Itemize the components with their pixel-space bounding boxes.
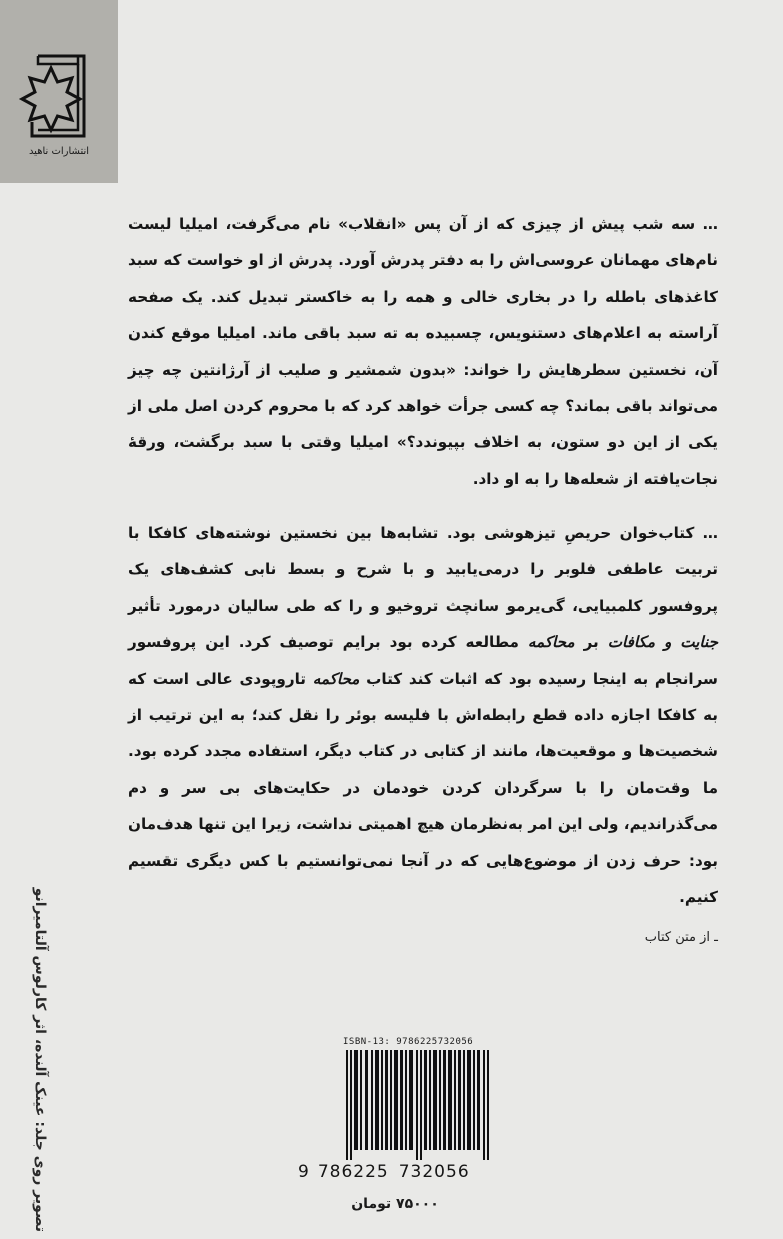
book-star-icon [14, 52, 88, 142]
barcode-digit-lead: 9 [298, 1162, 310, 1182]
barcode-digit-group-2: 732056 [398, 1162, 470, 1182]
blurb-text-2 [128, 515, 718, 915]
blurb-text-2-part-3: مطالعه کرده بود برایم توصیف کرد. این پروفسور سرانجام به اینجا رسیده بود که اثبات کند کتاب [128, 633, 718, 688]
publisher-logo-box [0, 0, 118, 183]
book-title-crime-and-punishment: جنایت و مکافات [607, 633, 718, 652]
blurb-paragraph-1 [128, 206, 718, 497]
blurb-text-2-part-2: بر [574, 633, 608, 652]
barcode-bars-icon [346, 1050, 496, 1160]
source-attribution: ـ از متن کتاب [644, 930, 718, 945]
blurb-text-2-part-4: تاروپودی عالی است که به کافکا اجازه داده قطع رابطه‌اش با فلیسه بوئر را نقل کند؛ به این ترتیب از شخصیت‌ها و موقعیت‌ها، مانند از کتابی در کتاب دیگر، استفاده مجدد کرده بود. ما وقت‌مان را با سرگردان کردن خودمان در حکایت‌های بی سر و دم می‌گذراندیم، ولی این امر به‌نظرمان هیچ اهمیتی نداشت، زیرا این تنها هدف‌مان بود: حرف زدن از موضوع‌هایی که در آنجا نمی‌توانستیم با کس دیگری تقسیم کنیم. [128, 669, 718, 907]
cover-credit-container [26, 862, 48, 1232]
cover-credit: تصویر روی جلد: عینک آلنده، اثر کارلوس آلتامیرانو [32, 887, 48, 1232]
publisher-name: انتشارات ناهید [28, 146, 90, 157]
blurb-paragraph-2 [128, 515, 718, 915]
barcode-digits [298, 1162, 470, 1182]
book-title-the-trial: محاکمه [527, 633, 575, 652]
book-title-the-trial-2: محاکمه [312, 669, 360, 688]
price-label: ۷۵۰۰۰ تومان [351, 1196, 439, 1212]
barcode [340, 1034, 500, 1164]
isbn-label: ISBN-13: 9786225732056 [343, 1037, 474, 1047]
blurb-text-1: … سه شب پیش از چیزی که از آن پس «انقلاب» نام می‌گرفت، امیلیا لیست نام‌های مهمانان عروسی‌اش را به دفتر پدرش آورد. پدرش از او خواست که سبد کاغذهای باطله را در بخاری خالی و همه را به خاکستر تبدیل کند. یک صفحه آراسته به اعلام‌های دستنویس، چسبیده به ته سبد باقی ماند. امیلیا موقع کندن آن، نخستین سطرهایش را خواند: «بدون شمشیر و صلیب از آرژانتین چه چیز می‌تواند باقی بماند؟ چه کسی جرأت خواهد کرد که با محروم کردن اصل ملی از یکی از این دو ستون، به اخلاف بپیوندد؟» امیلیا وقتی با سبد برگشت، ورقهٔ نجات‌یافته از شعله‌ها را به او داد. [128, 215, 718, 488]
blurb-text-2-part-1: … کتاب‌خوان حریصِ تیزهوشی بود. تشابه‌ها بین نخستین نوشته‌های کافکا با تربیت عاطفی فلوبر را درمی‌یابید و با شرح و بسط نابی کشف‌های یک پروفسور کلمبیایی، گی‌یرمو سانچث تروخیو و را که طی سالیان درمورد تأثیر [128, 524, 718, 615]
barcode-digit-group-1: 786225 [317, 1162, 389, 1182]
